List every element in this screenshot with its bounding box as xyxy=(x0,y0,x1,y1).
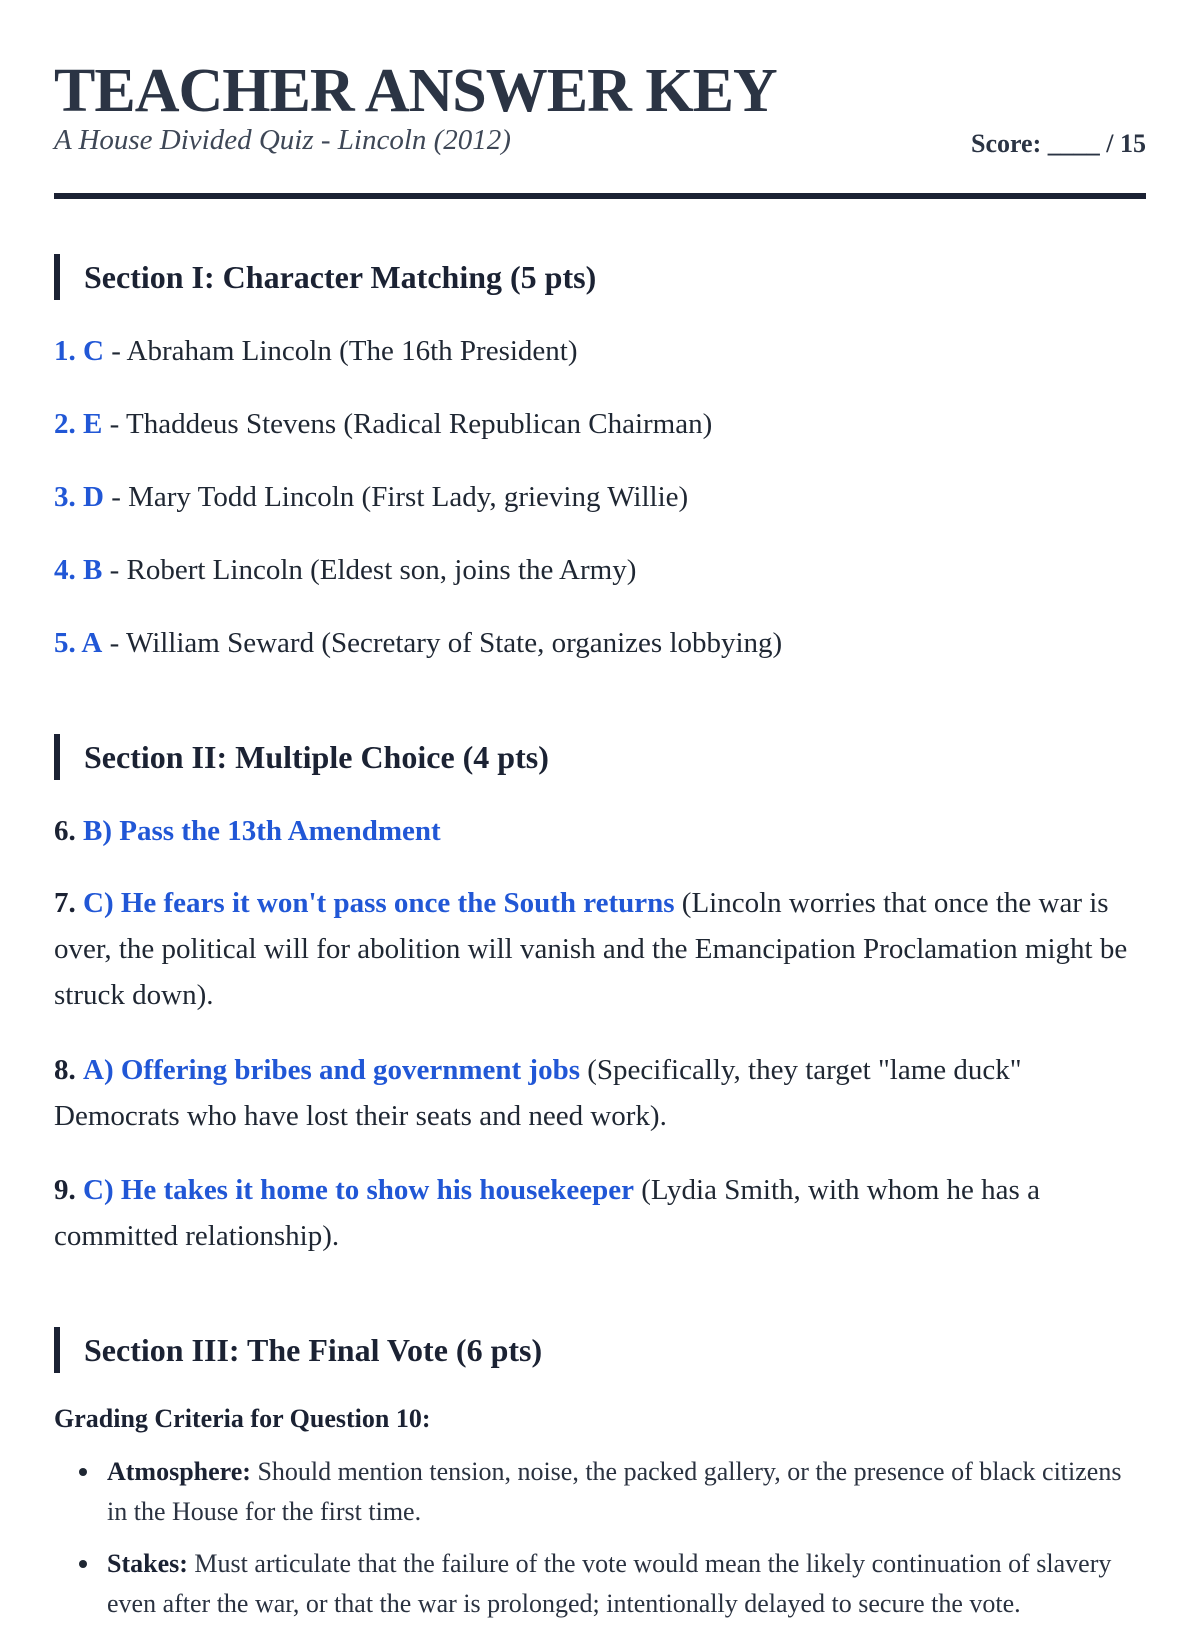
bullet-icon xyxy=(79,1560,87,1568)
matching-answer: 5. A xyxy=(54,627,103,659)
criteria-text: Should mention tension, noise, the packed gallery, or the presence of black citizens in the House for the first time. xyxy=(107,1457,1122,1526)
mc-answer: B) Pass the 13th Amendment xyxy=(83,815,441,847)
mc-explanation: (Lincoln worries that once the war is over, the political will for abolition will vanish and the Emancipation Proclamation might be struck down). xyxy=(54,887,1128,1011)
matching-item xyxy=(54,547,1146,593)
mc-answer: C) He fears it won't pass once the South returns xyxy=(83,887,675,919)
matching-text: - William Seward (Secretary of State, organizes lobbying) xyxy=(102,627,783,659)
criteria-text: Must articulate that the failure of the vote would mean the likely continuation of slavery even after the war, or that the war is prolonged; intentionally delayed to secure the vote. xyxy=(107,1549,1112,1618)
criteria-item xyxy=(54,1452,1146,1532)
matching-answer: 3. D xyxy=(54,481,104,513)
matching-item xyxy=(54,401,1146,447)
score-label: Score: xyxy=(970,129,1042,158)
matching-text: - Thaddeus Stevens (Radical Republican Chairman) xyxy=(102,408,713,440)
section-1-heading: Section I: Character Matching (5 pts) xyxy=(54,254,596,300)
matching-text: - Mary Todd Lincoln (First Lady, grieving Willie) xyxy=(103,481,689,513)
matching-item xyxy=(54,620,1146,666)
header-divider xyxy=(54,193,1146,199)
section-3-heading: Section III: The Final Vote (6 pts) xyxy=(54,1327,542,1373)
criteria-label: Stakes: xyxy=(107,1549,188,1578)
score-line xyxy=(971,129,1146,159)
score-total: / 15 xyxy=(1106,129,1146,158)
grading-criteria-list xyxy=(54,1452,1146,1636)
bullet-icon xyxy=(79,1468,87,1476)
mc-number: 8. xyxy=(54,1054,76,1086)
mc-explanation: (Specifically, they target "lame duck" Democrats who have lost their seats and need work). xyxy=(54,1054,1022,1132)
section-2-heading: Section II: Multiple Choice (4 pts) xyxy=(54,734,549,780)
page-title: TEACHER ANSWER KEY xyxy=(54,57,777,125)
mc-item xyxy=(54,880,1146,1018)
mc-item xyxy=(54,808,1146,854)
matching-answer: 1. C xyxy=(54,335,104,367)
mc-explanation: (Lydia Smith, with whom he has a committed relationship). xyxy=(54,1174,1040,1252)
matching-answer: 2. E xyxy=(54,408,103,440)
matching-answer: 4. B xyxy=(54,554,103,586)
score-blank: ____ xyxy=(1047,129,1100,158)
mc-number: 9. xyxy=(54,1174,76,1206)
mc-answer: C) He takes it home to show his housekeeper xyxy=(83,1174,634,1206)
criteria-item xyxy=(54,1544,1146,1624)
mc-number: 6. xyxy=(54,815,76,847)
header xyxy=(54,58,1146,200)
grading-criteria-title: Grading Criteria for Question 10: xyxy=(54,1404,431,1433)
mc-number: 7. xyxy=(54,887,76,919)
mc-item xyxy=(54,1167,1146,1259)
matching-text: - Abraham Lincoln (The 16th President) xyxy=(103,335,578,367)
mc-item xyxy=(54,1047,1146,1139)
matching-item xyxy=(54,474,1146,520)
page-subtitle: A House Divided Quiz - Lincoln (2012) xyxy=(54,124,511,156)
criteria-label: Atmosphere: xyxy=(107,1457,251,1486)
mc-answer: A) Offering bribes and government jobs xyxy=(83,1054,581,1086)
matching-text: - Robert Lincoln (Eldest son, joins the Army) xyxy=(102,554,637,586)
matching-item xyxy=(54,328,1146,374)
